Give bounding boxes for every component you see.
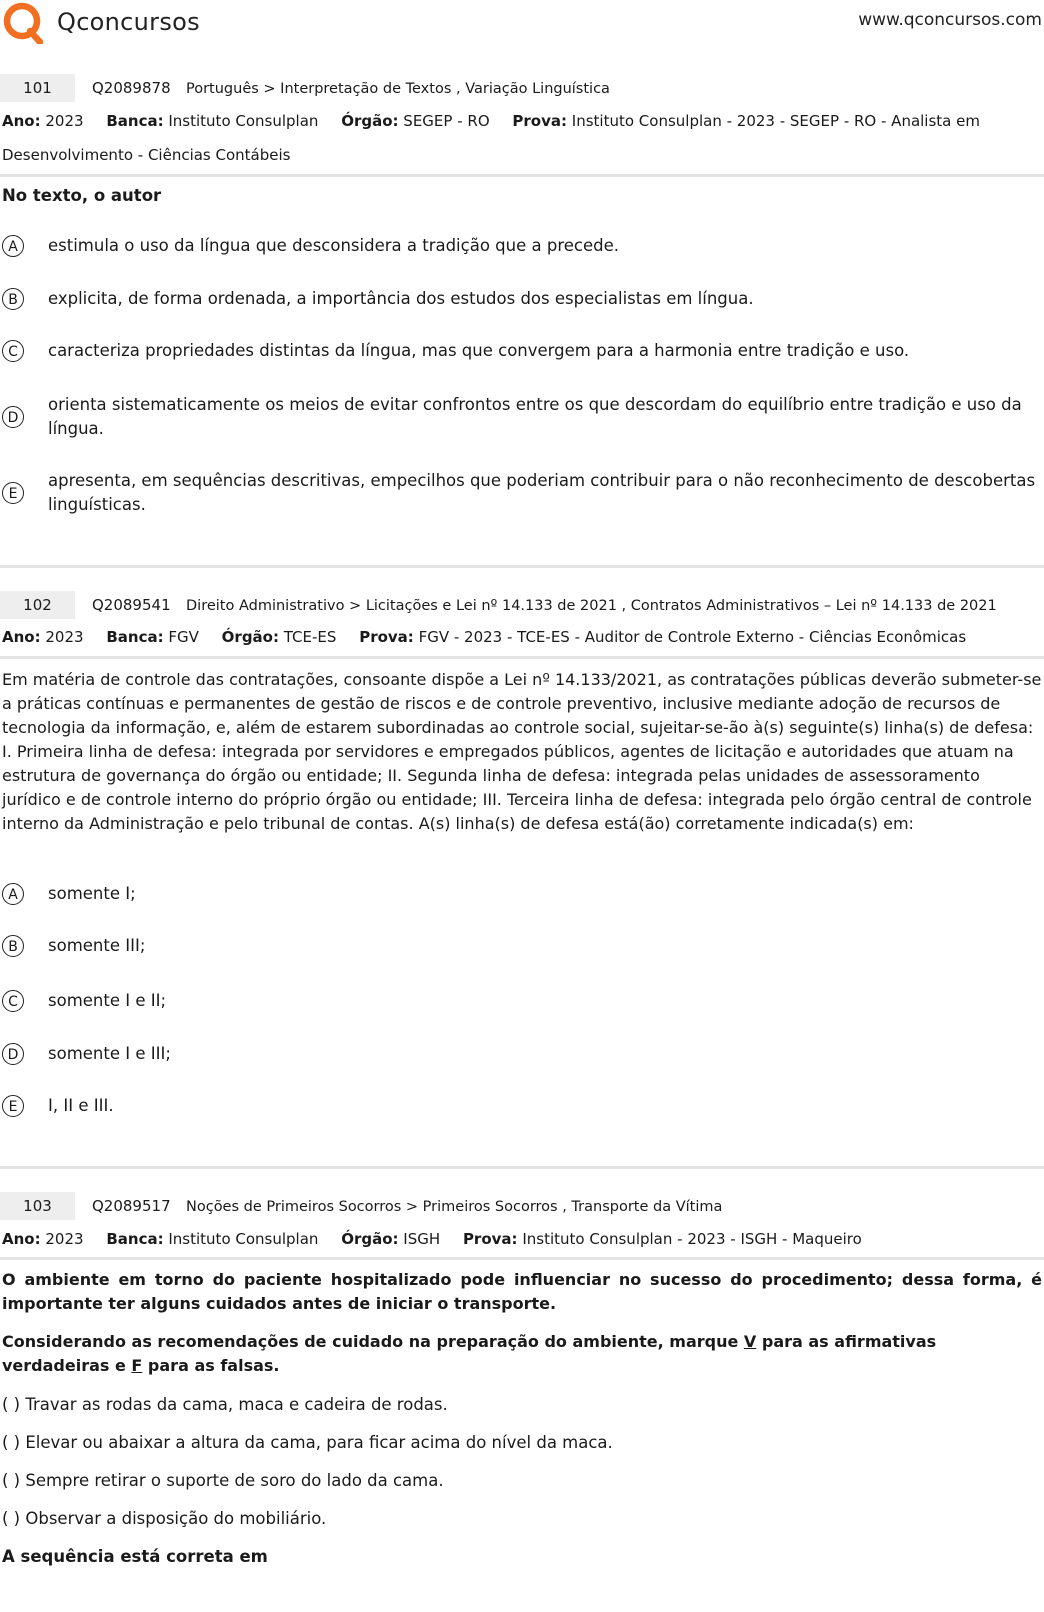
page-header (0, 0, 1044, 48)
banca-value: Instituto Consulplan (168, 1230, 319, 1248)
question-number: 101 (0, 74, 75, 102)
orgao-value: SEGEP - RO (403, 112, 490, 130)
question-meta (2, 1222, 1042, 1256)
option-text: somente III; (48, 936, 146, 955)
prova-label: Prova: (462, 1230, 518, 1248)
site-url[interactable]: www.qconcursos.com (858, 10, 1042, 30)
orgao-value: TCE-ES (283, 628, 337, 646)
option-text: explicita, de forma ordenada, a importância dos estudos dos especialistas em língua. (48, 289, 754, 308)
question-stem (2, 668, 1042, 836)
option-letter-a[interactable]: A (2, 235, 24, 257)
option-text: caracteriza propriedades distintas da língua, mas que convergem para a harmonia entre tradição e uso. (48, 341, 910, 360)
orgao-label: Órgão: (341, 112, 399, 130)
orgao-value: ISGH (403, 1230, 441, 1248)
divider (0, 1166, 1044, 1169)
divider (0, 656, 1044, 659)
question-header (0, 74, 1044, 102)
option-letter-a[interactable]: A (2, 883, 24, 905)
option-letter-c[interactable]: C (2, 990, 24, 1012)
prova-label: Prova: (512, 112, 568, 130)
instruction-text: Considerando as recomendações de cuidado na preparação do ambiente, marque (2, 1332, 744, 1351)
option-letter-c[interactable]: C (2, 340, 24, 362)
logo-text[interactable]: Qconcursos (57, 8, 200, 36)
qconcursos-logo-icon (2, 2, 44, 44)
question-id[interactable]: Q2089541 (92, 596, 171, 614)
ano-label: Ano: (2, 112, 41, 130)
option-letter-e[interactable]: E (2, 1095, 24, 1117)
banca-label: Banca: (106, 628, 164, 646)
option-text: estimula o uso da língua que desconsidera a tradição que a precede. (48, 236, 619, 255)
banca-value: Instituto Consulplan (168, 112, 319, 130)
question-meta (2, 104, 1042, 138)
ano-label: Ano: (2, 1230, 41, 1248)
stem-paragraph: Em matéria de controle das contratações, consoante dispõe a Lei nº 14.133/2021, as contratações públicas deverão submeter-se a práticas contínuas e permanentes de gestão de riscos e de controle preventivo, inclusive mediante adoção de recursos de tecnologia da informação, e, além de estarem subordinadas ao controle social, sujeitar-se-ão à(s) seguinte(s) linha(s) de defesa: (2, 670, 1042, 737)
statement-item: ( ) Elevar ou abaixar a altura da cama, para ficar acima do nível da maca. (2, 1433, 613, 1452)
question-id[interactable]: Q2089878 (92, 79, 171, 97)
divider (0, 1257, 1044, 1260)
question-subjects: Noções de Primeiros Socorros > Primeiros Socorros , Transporte da Vítima (186, 1199, 723, 1215)
option-letter-e[interactable]: E (2, 482, 24, 504)
option-letter-d[interactable]: D (2, 406, 24, 428)
statement-item: ( ) Travar as rodas da cama, maca e cadeira de rodas. (2, 1395, 448, 1414)
question-subjects: Português > Interpretação de Textos , Variação Linguística (186, 81, 610, 97)
instruction-text: para as afirmativas verdadeiras e (2, 1332, 937, 1375)
question-stem: O ambiente em torno do paciente hospitalizado pode influenciar no sucesso do procedimento; dessa forma, é importante ter alguns cuidados antes de iniciar o transporte. (2, 1270, 1042, 1313)
option-text: orienta sistematicamente os meios de evitar confrontos entre os que descordam do equilíbrio entre tradição e uso da língua. (48, 395, 1022, 438)
option-text: somente I; (48, 884, 136, 903)
option-letter-d[interactable]: D (2, 1043, 24, 1065)
orgao-label: Órgão: (341, 1230, 399, 1248)
banca-label: Banca: (106, 1230, 164, 1248)
option-letter-b[interactable]: B (2, 935, 24, 957)
question-number: 102 (0, 591, 75, 619)
question-header (0, 1192, 1044, 1220)
option-letter-b[interactable]: B (2, 288, 24, 310)
prova-value: Instituto Consulplan - 2023 - ISGH - Maqueiro (522, 1230, 862, 1248)
false-marker: F (131, 1356, 143, 1375)
question-header (0, 591, 1044, 619)
prova-value: FGV - 2023 - TCE-ES - Auditor de Controle Externo - Ciências Econômicas (418, 628, 967, 646)
question-number: 103 (0, 1192, 75, 1220)
ano-value: 2023 (45, 112, 84, 130)
orgao-label: Órgão: (221, 628, 279, 646)
question-meta (2, 620, 1042, 654)
banca-label: Banca: (106, 112, 164, 130)
question-instruction (2, 1330, 1042, 1378)
prova-label: Prova: (359, 628, 414, 646)
prova-value: Instituto Consulplan - 2023 - SEGEP - RO - Analista em (571, 112, 980, 130)
question-subjects: Direito Administrativo > Licitações e Lei nº 14.133 de 2021 , Contratos Administrativos – Lei nº 14.133 de 2021 (186, 598, 997, 614)
question-stem: No texto, o autor (2, 186, 162, 205)
ano-label: Ano: (2, 628, 41, 646)
ano-value: 2023 (45, 628, 84, 646)
divider (0, 565, 1044, 568)
question-closing: A sequência está correta em (2, 1547, 268, 1566)
option-text: somente I e III; (48, 1044, 171, 1063)
statement-item: ( ) Sempre retirar o suporte de soro do lado da cama. (2, 1471, 444, 1490)
banca-value: FGV (168, 628, 199, 646)
true-marker: V (743, 1332, 757, 1351)
option-text: apresenta, em sequências descritivas, empecilhos que poderiam contribuir para o não reconhecimento de descobertas linguísticas. (48, 471, 1036, 514)
instruction-text: para as falsas. (142, 1356, 280, 1375)
statement-item: ( ) Observar a disposição do mobiliário. (2, 1509, 327, 1528)
stem-paragraph: I. Primeira linha de defesa: integrada por servidores e empregados públicos, agentes de licitação e autoridades que atuam na estrutura de governança do órgão ou entidade; II. Segunda linha de defesa: integrada pelas unidades de assessoramento jurídico e de controle interno do próprio órgão ou entidade; III. Terceira linha de defesa: integrada pelo órgão central de controle interno da Administração e pelo tribunal de contas. A(s) linha(s) de defesa está(ão) corretamente indicada(s) em: (2, 742, 1032, 833)
divider (0, 174, 1044, 177)
option-text: somente I e II; (48, 991, 167, 1010)
option-text: I, II e III. (48, 1096, 114, 1115)
ano-value: 2023 (45, 1230, 84, 1248)
prova-continued: Desenvolvimento - Ciências Contábeis (2, 146, 291, 164)
question-id[interactable]: Q2089517 (92, 1197, 171, 1215)
